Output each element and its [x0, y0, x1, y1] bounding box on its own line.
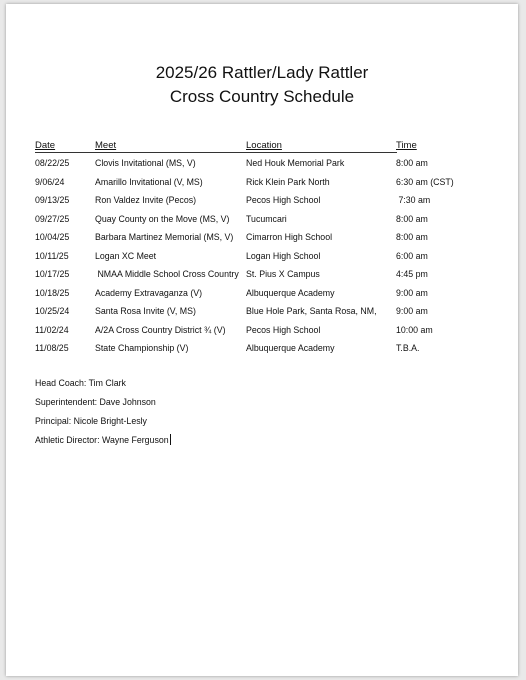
row-date: 11/02/24 — [35, 324, 69, 335]
table-row — [6, 154, 518, 172]
row-date: 11/08/25 — [35, 343, 69, 353]
staff-superintendent: Superintendent: Dave Johnson — [35, 397, 156, 407]
table-row — [6, 339, 518, 357]
row-time: 8:00 am — [396, 158, 428, 168]
row-time: 9:00 am — [396, 306, 428, 316]
header-date: Date — [35, 140, 56, 151]
row-meet: Amarillo Invitational (V, MS) — [95, 176, 203, 187]
table-row — [6, 321, 518, 339]
row-time: 8:00 am — [396, 232, 428, 242]
row-date: 10/18/25 — [35, 287, 70, 298]
header-meet: Meet — [95, 140, 117, 151]
row-location: Albuquerque Academy — [246, 287, 335, 298]
row-date: 09/27/25 — [35, 213, 70, 224]
row-location: St. Pius X Campus — [246, 269, 320, 279]
row-meet: Logan XC Meet — [95, 250, 157, 261]
row-location: Rick Klein Park North — [246, 176, 330, 187]
staff-principal: Principal: Nicole Bright-Lesly — [35, 416, 147, 426]
row-meet: Quay County on the Move (MS, V) — [95, 213, 230, 224]
table-row — [6, 247, 518, 265]
row-date: 08/22/25 — [35, 158, 70, 168]
document-page — [6, 4, 518, 676]
row-location: Logan High School — [246, 250, 321, 261]
row-location: Blue Hole Park, Santa Rosa, NM, — [246, 306, 377, 316]
row-meet: State Championship (V) — [95, 343, 189, 353]
row-time: 10:00 am — [396, 324, 433, 335]
row-time: 7:30 am — [396, 195, 431, 205]
text-cursor — [170, 434, 171, 445]
row-location: Albuquerque Academy — [246, 343, 335, 353]
row-time: 8:00 am — [396, 213, 428, 224]
table-row — [6, 210, 518, 228]
athletic-director-text: Athletic Director: Wayne Ferguson — [35, 435, 169, 445]
row-meet: A/2A Cross Country District ¾ (V) — [95, 324, 226, 335]
row-meet: Clovis Invitational (MS, V) — [95, 158, 196, 168]
row-location: Tucumcari — [246, 213, 287, 224]
row-time: 4:45 pm — [396, 269, 428, 279]
header-location: Location — [246, 140, 282, 151]
row-location: Cimarron High School — [246, 232, 333, 242]
row-location: Pecos High School — [246, 324, 321, 335]
row-location: Pecos High School — [246, 195, 321, 205]
row-meet: Barbara Martinez Memorial (MS, V) — [95, 232, 234, 242]
table-row — [6, 173, 518, 191]
row-date: 9/06/24 — [35, 176, 65, 187]
row-location: Ned Houk Memorial Park — [246, 158, 345, 168]
row-date: 10/04/25 — [35, 232, 70, 242]
staff-head-coach: Head Coach: Tim Clark — [35, 378, 126, 388]
row-time: 6:30 am (CST) — [396, 176, 454, 187]
document-subtitle: Cross Country Schedule — [169, 87, 355, 106]
row-time: 6:00 am — [396, 250, 428, 261]
row-date: 10/11/25 — [35, 250, 69, 261]
table-row — [6, 191, 518, 209]
row-date: 09/13/25 — [35, 195, 70, 205]
header-underline — [35, 152, 397, 153]
row-date: 10/25/24 — [35, 306, 70, 316]
row-time: 9:00 am — [396, 287, 428, 298]
row-meet: Ron Valdez Invite (Pecos) — [95, 195, 197, 205]
document-title: 2025/26 Rattler/Lady Rattler — [155, 63, 369, 82]
staff-athletic-director[interactable] — [35, 434, 171, 445]
row-meet: Santa Rosa Invite (V, MS) — [95, 306, 196, 316]
header-time: Time — [396, 140, 417, 151]
table-row — [6, 265, 518, 283]
row-meet: Academy Extravaganza (V) — [95, 287, 203, 298]
row-time: T.B.A. — [396, 343, 420, 353]
table-row — [6, 284, 518, 302]
row-date: 10/17/25 — [35, 269, 70, 279]
row-meet: NMAA Middle School Cross Country — [95, 269, 239, 279]
table-row — [6, 302, 518, 320]
table-row — [6, 228, 518, 246]
